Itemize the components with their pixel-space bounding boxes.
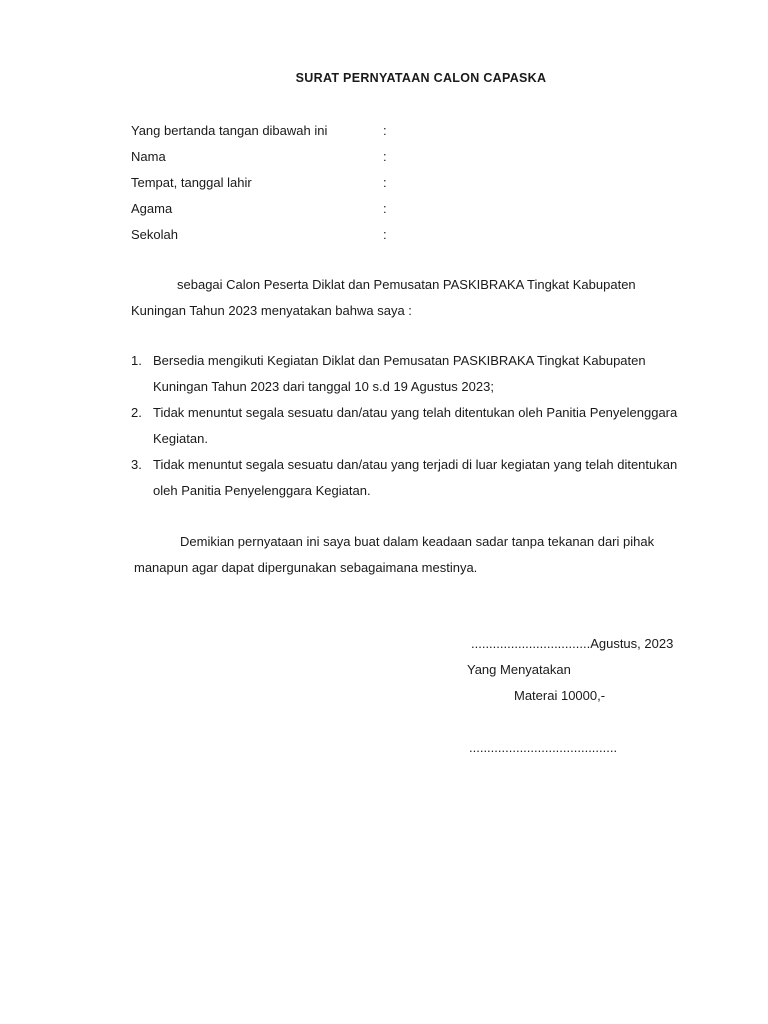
- field-label: Agama: [131, 201, 173, 216]
- signature-date: .................................Agustus, 2023: [471, 636, 674, 651]
- field-label: Tempat, tanggal lahir: [131, 175, 252, 190]
- signature-role: Yang Menyatakan: [467, 662, 571, 677]
- document-title: SURAT PERNYATAAN CALON CAPASKA: [295, 71, 547, 85]
- list-item-line: Kuningan Tahun 2023 dari tanggal 10 s.d 19 Agustus 2023;: [153, 379, 494, 394]
- list-item-line: Bersedia mengikuti Kegiatan Diklat dan Pemusatan PASKIBRAKA Tingkat Kabupaten: [153, 353, 646, 368]
- field-label: Yang bertanda tangan dibawah ini: [131, 123, 328, 138]
- field-label: Sekolah: [131, 227, 178, 242]
- list-item-line: oleh Panitia Penyelenggara Kegiatan.: [153, 483, 371, 498]
- intro-line: Kuningan Tahun 2023 menyatakan bahwa saya :: [131, 303, 412, 318]
- field-colon: :: [383, 227, 387, 242]
- field-label: Nama: [131, 149, 166, 164]
- list-item-line: Tidak menuntut segala sesuatu dan/atau yang telah ditentukan oleh Panitia Penyelenggara: [153, 405, 678, 420]
- signature-name-line: .........................................: [469, 740, 618, 755]
- list-number: 1.: [131, 353, 142, 368]
- field-colon: :: [383, 175, 387, 190]
- closing-line: Demikian pernyataan ini saya buat dalam keadaan sadar tanpa tekanan dari pihak: [180, 534, 655, 549]
- field-colon: :: [383, 123, 387, 138]
- closing-line: manapun agar dapat dipergunakan sebagaimana mestinya.: [134, 560, 478, 575]
- field-colon: :: [383, 149, 387, 164]
- list-number: 3.: [131, 457, 142, 472]
- intro-line: sebagai Calon Peserta Diklat dan Pemusatan PASKIBRAKA Tingkat Kabupaten: [177, 277, 636, 292]
- stamp-placeholder: Materai 10000,-: [514, 688, 606, 703]
- field-colon: :: [383, 201, 387, 216]
- list-number: 2.: [131, 405, 142, 420]
- list-item-line: Kegiatan.: [153, 431, 208, 446]
- list-item-line: Tidak menuntut segala sesuatu dan/atau yang terjadi di luar kegiatan yang telah ditentukan: [153, 457, 678, 472]
